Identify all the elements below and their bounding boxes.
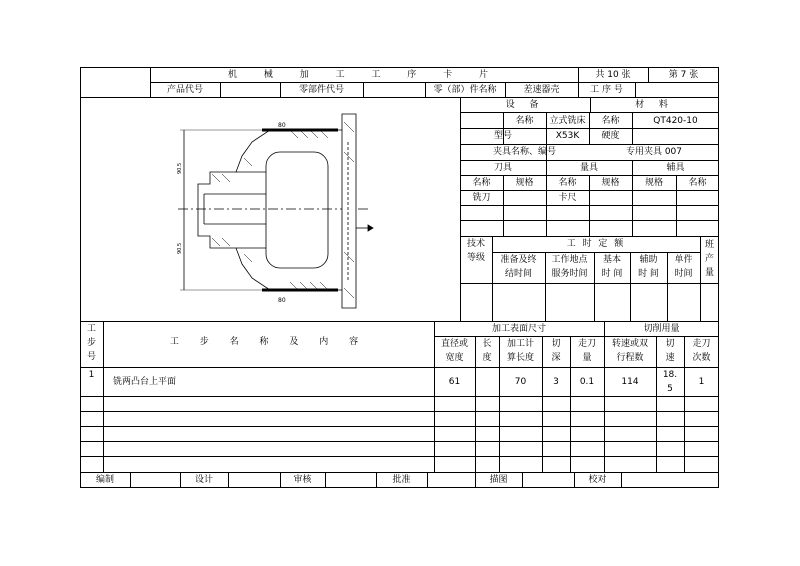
- grid-line: [150, 82, 719, 83]
- product-code-label: 产品代号: [166, 85, 203, 95]
- part-code-label: 零部件代号: [298, 85, 344, 95]
- step-number: 1: [88, 370, 95, 380]
- grid-line: [492, 252, 700, 253]
- basic-time-label: 基本: [602, 255, 621, 265]
- grid-line: [220, 82, 221, 97]
- grid-line: [80, 441, 719, 442]
- col-length: 长: [482, 339, 492, 349]
- equipment-name-value: 立式铣床: [549, 116, 586, 126]
- step-cutting-speed: 18.: [662, 370, 678, 380]
- grid-line: [434, 336, 719, 337]
- step-content-heading: 工 步 名 称 及 内 容: [169, 337, 368, 347]
- grid-line: [80, 411, 719, 412]
- col-dia-width: 直径或: [440, 339, 468, 349]
- step-no-label: 号: [86, 352, 96, 362]
- step-content: 铣两凸台上平面: [113, 377, 177, 387]
- grid-line: [460, 236, 719, 237]
- cutter-value: 铣刀: [472, 193, 491, 203]
- tool-col-spec: 规格: [515, 178, 534, 188]
- flange-outline: [342, 114, 356, 308]
- prepared-label: 编制: [95, 475, 114, 485]
- step-dia: 61: [448, 377, 461, 387]
- dim-label-left-lower: 90.5: [177, 242, 183, 254]
- step-depth: 3: [553, 377, 559, 387]
- body-lower-outline: [198, 228, 342, 290]
- grid-line: [621, 472, 622, 488]
- grid-line: [80, 456, 719, 457]
- traced-label: 描图: [489, 475, 508, 485]
- approved-label: 批准: [392, 475, 411, 485]
- grid-line: [325, 472, 326, 488]
- cutter-heading: 刀具: [493, 163, 512, 173]
- grid-line: [363, 82, 364, 97]
- service-time-label: 工作地点: [551, 255, 588, 265]
- body-upper-outline: [198, 130, 342, 192]
- time-quota-heading: 工 时 定 额: [566, 239, 626, 249]
- fixture-label: 夹具名称、编号: [492, 147, 556, 157]
- grid-line: [460, 283, 719, 284]
- col-speed: 行程数: [616, 353, 644, 363]
- grid-line: [460, 160, 719, 161]
- dim-label-left-upper: 90.5: [177, 162, 183, 174]
- part-drawing: [170, 112, 380, 317]
- grid-line: [80, 426, 719, 427]
- col-calc-length: 加工计: [506, 339, 534, 349]
- checked-label: 校对: [588, 475, 607, 485]
- grid-line: [80, 321, 719, 322]
- step-speed: 114: [621, 377, 639, 387]
- hardness-label: 硬度: [601, 131, 620, 141]
- part-name-label: 零（部）件名称: [433, 85, 497, 95]
- step-no-label: 步: [86, 338, 96, 348]
- grid-line: [80, 97, 719, 98]
- col-depth: 切: [551, 339, 561, 349]
- grid-line: [460, 144, 719, 145]
- part-name-value: 差速器壳: [523, 85, 560, 95]
- grid-line: [522, 472, 523, 488]
- grid-line: [80, 367, 719, 368]
- grid-line: [130, 472, 131, 488]
- service-time-label: 服务时间: [551, 269, 588, 279]
- col-cutting-speed: 速: [665, 353, 675, 363]
- gauge-value: 卡尺: [558, 193, 577, 203]
- material-heading: 材 料: [635, 100, 674, 110]
- batch-label: 班: [704, 240, 714, 250]
- material-name-label: 名称: [601, 116, 620, 126]
- unit-time-label: 时间: [674, 269, 693, 279]
- aux-time-label: 辅助: [639, 255, 658, 265]
- grid-line: [635, 82, 636, 97]
- col-passes: 走刀: [692, 339, 711, 349]
- arrow-head: [368, 225, 373, 231]
- surface-dimensions-heading: 加工表面尺寸: [491, 324, 546, 334]
- process-no-label: 工 序 号: [590, 85, 623, 95]
- reviewed-label: 审核: [293, 475, 312, 485]
- designed-label: 设计: [194, 475, 213, 485]
- grid-line: [427, 472, 428, 488]
- col-calc-length: 算长度: [506, 353, 534, 363]
- material-value: QT420-10: [653, 116, 698, 126]
- tool-col-name: 名称: [688, 178, 707, 188]
- col-passes: 次数: [692, 353, 711, 363]
- col-cutting-speed: 切: [665, 339, 675, 349]
- aux-heading: 辅具: [666, 163, 685, 173]
- tool-col-name: 名称: [472, 178, 491, 188]
- col-feed: 量: [582, 353, 592, 363]
- dim-label-bottom: 80: [278, 297, 286, 304]
- col-feed: 走刀: [577, 339, 596, 349]
- tool-col-spec: 规格: [601, 178, 620, 188]
- equipment-name-label: 名称: [515, 116, 534, 126]
- cutting-params-heading: 切削用量: [643, 324, 680, 334]
- basic-time-label: 时 间: [601, 269, 623, 279]
- col-speed: 转速或双: [611, 339, 648, 349]
- step-calc-length: 70: [514, 377, 527, 387]
- tool-col-spec: 规格: [644, 178, 663, 188]
- inner-cavity: [266, 152, 328, 268]
- step-feed: 0.1: [579, 377, 595, 387]
- grid-line: [80, 472, 719, 473]
- grid-line: [228, 472, 229, 488]
- model-value: X53K: [555, 131, 580, 141]
- step-cutting-speed: 5: [667, 384, 673, 394]
- card-title: 机 械 加 工 工 序 卡 片: [227, 70, 501, 80]
- tech-grade-label: 技术: [466, 239, 485, 249]
- step-no-label: 工: [86, 324, 96, 334]
- col-depth: 深: [551, 353, 561, 363]
- grid-line: [80, 396, 719, 397]
- sheet-number: 第 7 张: [668, 70, 699, 80]
- tool-col-name: 名称: [558, 178, 577, 188]
- batch-label: 量: [704, 268, 714, 278]
- step-passes: 1: [698, 377, 705, 387]
- gauge-heading: 量具: [579, 163, 598, 173]
- prep-time-label: 准备及终: [500, 255, 537, 265]
- col-length: 度: [482, 353, 492, 363]
- col-dia-width: 宽度: [445, 353, 464, 363]
- equipment-heading: 设 备: [505, 100, 545, 110]
- tech-grade-label: 等级: [466, 253, 485, 263]
- batch-label: 产: [704, 254, 714, 264]
- fixture-value: 专用夹具 007: [625, 147, 683, 157]
- unit-time-label: 单件: [674, 255, 693, 265]
- total-sheets: 共 10 张: [595, 70, 631, 80]
- prep-time-label: 结时间: [504, 269, 532, 279]
- dim-label-top: 80: [278, 122, 286, 129]
- model-label: 型号: [493, 131, 512, 141]
- aux-time-label: 时 间: [638, 269, 659, 279]
